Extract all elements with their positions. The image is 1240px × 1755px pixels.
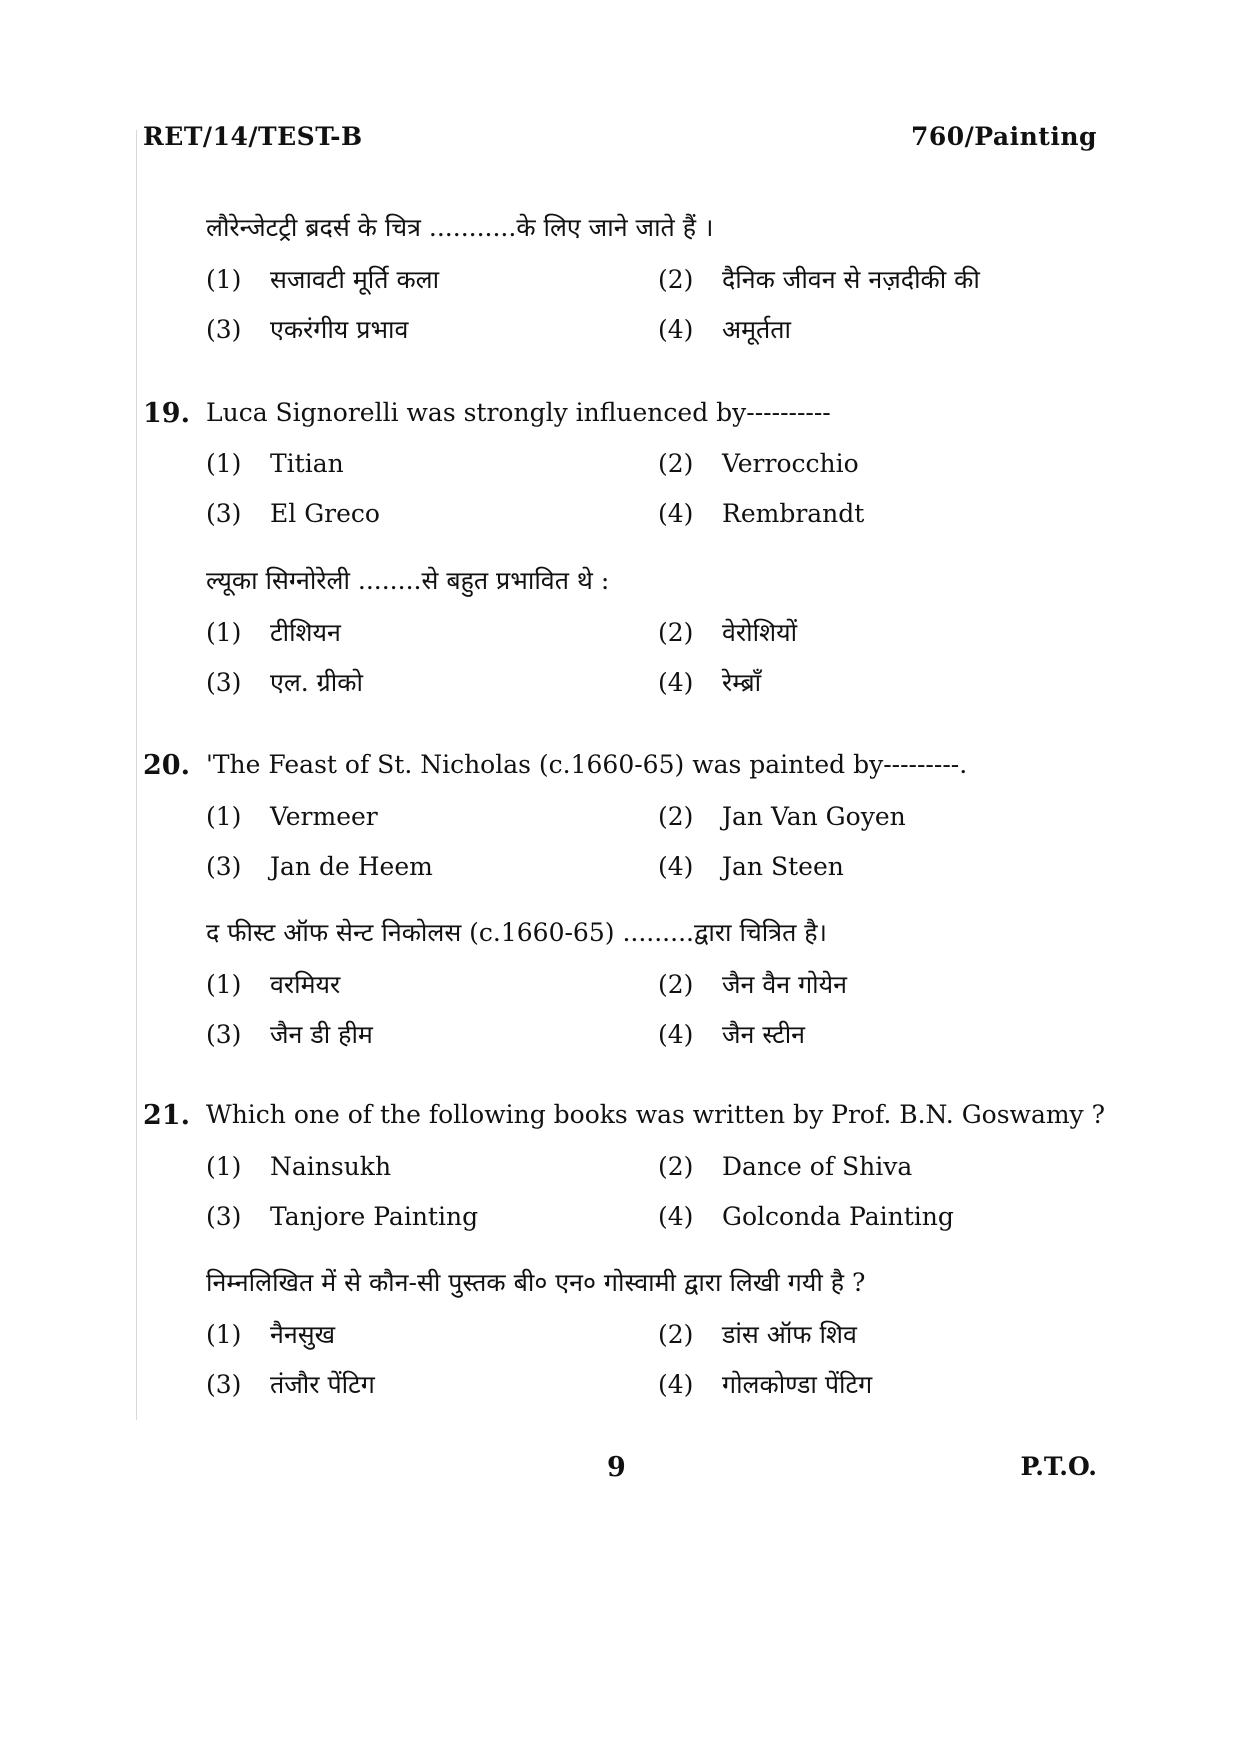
q19-hindi-option-1: (1) टीशियन	[206, 618, 341, 647]
q21-option-4: (4) Golconda Painting	[658, 1202, 954, 1231]
q21-hindi-option-4: (4) गोलकोण्डा पेंटिग	[658, 1370, 873, 1399]
q21-option-3: (3) Tanjore Painting	[206, 1202, 479, 1231]
q18-hindi-option-3: (3) एकरंगीय प्रभाव	[206, 315, 409, 344]
q20-number: 20.	[143, 750, 190, 781]
q18-hindi-option-4: (4) अमूर्तता	[658, 315, 792, 344]
page-number: 9	[607, 1452, 626, 1483]
q19-hindi-option-2: (2) वेरोशियों	[658, 618, 798, 647]
q19-option-3: (3) El Greco	[206, 499, 380, 528]
q21-hindi-option-2: (2) डांस ऑफ शिव	[658, 1320, 857, 1349]
q20-hindi-option-3: (3) जैन डी हीम	[206, 1020, 373, 1049]
q21-option-1: (1) Nainsukh	[206, 1152, 392, 1181]
margin-rule	[136, 130, 137, 1420]
q20-option-3: (3) Jan de Heem	[206, 852, 433, 881]
q19-option-2: (2) Verrocchio	[658, 449, 859, 478]
q20-option-1: (1) Vermeer	[206, 802, 378, 831]
q21-option-2: (2) Dance of Shiva	[658, 1152, 913, 1181]
q19-number: 19.	[143, 398, 190, 429]
q20-hindi-option-4: (4) जैन स्टीन	[658, 1020, 806, 1049]
q21-number: 21.	[143, 1100, 190, 1131]
q20-hindi-option-1: (1) वरमियर	[206, 970, 341, 999]
q18-hindi-option-1: (1) सजावटी मूर्ति कला	[206, 265, 440, 294]
q18-hindi-option-2: (2) दैनिक जीवन से नज़दीकी की	[658, 265, 980, 294]
q20-option-2: (2) Jan Van Goyen	[658, 802, 906, 831]
q19-hindi-option-3: (3) एल. ग्रीको	[206, 668, 363, 697]
q19-hindi-option-4: (4) रेम्ब्राँ	[658, 668, 762, 697]
q19-option-4: (4) Rembrandt	[658, 499, 865, 528]
paper-code: RET/14/TEST-B	[143, 122, 363, 151]
subject-code: 760/Painting	[910, 122, 1097, 151]
q19-text: Luca Signorelli was strongly influenced by----------	[206, 398, 831, 427]
q20-option-4: (4) Jan Steen	[658, 852, 844, 881]
q20-hindi-option-2: (2) जैन वैन गोयेन	[658, 970, 848, 999]
q20-text: 'The Feast of St. Nicholas (c.1660-65) was painted by---------.	[206, 750, 968, 779]
q21-hindi-option-1: (1) नैनसुख	[206, 1320, 336, 1349]
q19-hindi-text: ल्यूका सिग्नोरेली ........से बहुत प्रभावित थे :	[206, 566, 610, 595]
q19-option-1: (1) Titian	[206, 449, 344, 478]
q18-hindi-text: लौरेन्जेटट्री ब्रदर्स के चित्र ...........के लिए जाने जाते हैं ।	[206, 213, 714, 242]
q20-hindi-text: द फीस्ट ऑफ सेन्ट निकोलस (c.1660-65) .........द्वारा चित्रित है।	[206, 918, 828, 947]
q21-hindi-text: निम्नलिखित में से कौन-सी पुस्तक बी० एन० गोस्वामी द्वारा लिखी गयी है ?	[206, 1268, 866, 1297]
pto-label: P.T.O.	[1020, 1452, 1097, 1481]
q21-hindi-option-3: (3) तंजौर पेंटिग	[206, 1370, 375, 1399]
q21-text: Which one of the following books was written by Prof. B.N. Goswamy ?	[206, 1100, 1106, 1129]
